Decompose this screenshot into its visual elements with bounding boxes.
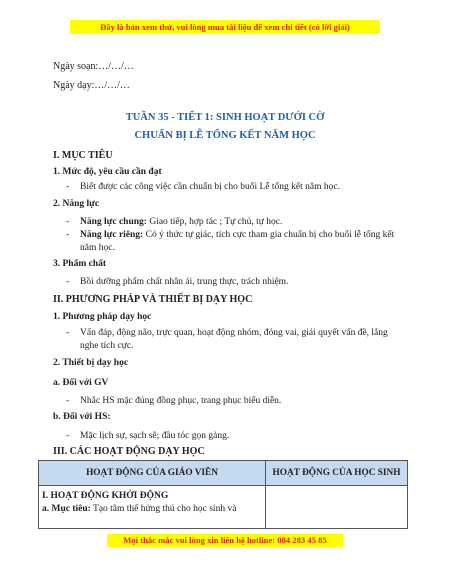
student-prep-heading: b. Đối với HS: bbox=[53, 412, 111, 422]
lesson-title-line1: TUẦN 35 - TIẾT 1: SINH HOẠT DƯỚI CỜ bbox=[125, 112, 325, 123]
aim-text: Tạo tâm thế hứng thú cho học sinh và bbox=[90, 504, 237, 514]
teacher-activity-cell bbox=[39, 486, 266, 529]
startup-activity-heading: I. HOẠT ĐỘNG KHỞI ĐỘNG bbox=[42, 491, 169, 501]
competence-general-text: Giao tiếp, hợp tác ; Tự chủ, tự học. bbox=[146, 217, 283, 227]
requirements-heading: 1. Mức độ, yêu cầu cần đạt bbox=[53, 167, 162, 177]
student-prep-item-text: Mặc lịch sự, sạch sẽ; đầu tóc gọn gàng. bbox=[80, 431, 230, 441]
methods-item-text: Vấn đáp, động não, trực quan, hoạt động nhóm, đóng vai, giải quyết vấn đề, lắng nghe tích cực. bbox=[80, 328, 388, 351]
requirements-item: - Biết được các công việc cần chuẩn bị cho buổi Lễ tổng kết năm học. bbox=[66, 181, 400, 194]
aim-line bbox=[42, 503, 262, 516]
competence-item-specific: - Năng lực riêng: Có ý thức tự giác, tích cực tham gia chuẩn bị cho buổi lễ tổng kết năm học. bbox=[66, 230, 395, 253]
competence-specific-text: Có ý thức tự giác, tích cực tham gia chuẩn bị cho buổi lễ tổng kết năm học. bbox=[80, 230, 395, 253]
student-column-header: HOẠT ĐỘNG CỦA HỌC SINH bbox=[266, 461, 408, 486]
competence-general-label: Năng lực chung: bbox=[80, 217, 147, 227]
teacher-column-header: HOẠT ĐỘNG CỦA GIÁO VIÊN bbox=[39, 461, 266, 486]
preview-banner: Đây là bản xem thử, vui lòng mua tài liệu để xem chi tiết (có lời giải) bbox=[70, 20, 380, 34]
table-row bbox=[39, 486, 408, 529]
activities-table bbox=[38, 460, 408, 529]
student-activity-cell bbox=[266, 486, 408, 529]
section-objectives-heading: I. MỤC TIÊU bbox=[53, 150, 113, 161]
teacher-prep-item: - Nhắc HS mặc đúng đồng phục, trang phục biểu diễn. bbox=[66, 395, 400, 408]
qualities-heading: 3. Phẩm chất bbox=[53, 259, 107, 269]
equipment-heading: 2. Thiết bị dạy học bbox=[53, 358, 129, 368]
teacher-prep-heading: a. Đối với GV bbox=[53, 378, 109, 388]
competence-specific-label: Năng lực riêng: bbox=[80, 230, 144, 240]
qualities-item-text: Bồi dưỡng phẩm chất nhân ái, trung thực, trách nhiệm. bbox=[80, 277, 289, 287]
aim-label: a. Mục tiêu: bbox=[42, 504, 91, 514]
student-prep-item: - Mặc lịch sự, sạch sẽ; đầu tóc gọn gàng. bbox=[66, 430, 400, 443]
methods-item: - Vấn đáp, động não, trực quan, hoạt động nhóm, đóng vai, giải quyết vấn đề, lắng nghe tích cực. bbox=[66, 327, 400, 352]
teacher-prep-item-text: Nhắc HS mặc đúng đồng phục, trang phục biểu diễn. bbox=[80, 396, 282, 406]
lesson-title-line2: CHUẨN BỊ LỄ TỔNG KẾT NĂM HỌC bbox=[134, 130, 316, 141]
taught-date: Ngày dạy:…/…/… bbox=[53, 80, 130, 91]
requirements-item-text: Biết được các công việc cần chuẩn bị cho buổi Lễ tổng kết năm học. bbox=[80, 182, 340, 192]
section-activities-heading: III. CÁC HOẠT ĐỘNG DẠY HỌC bbox=[53, 446, 205, 457]
table-header-row bbox=[39, 461, 408, 486]
competence-item-general: - Năng lực chung: Giao tiếp, hợp tác ; Tự chủ, tự học. bbox=[66, 217, 283, 227]
qualities-item: - Bồi dưỡng phẩm chất nhân ái, trung thực, trách nhiệm. bbox=[66, 276, 400, 289]
section-methods-heading: II. PHƯƠNG PHÁP VÀ THIẾT BỊ DẠY HỌC bbox=[53, 294, 253, 305]
hotline-footer: Mọi thắc mắc vui lòng xin liên hệ hotline: 084 283 45 85 bbox=[107, 534, 343, 547]
competence-heading: 2. Năng lực bbox=[53, 199, 100, 209]
prepared-date: Ngày soạn:…/…/… bbox=[53, 61, 134, 72]
methods-heading: 1. Phương pháp dạy học bbox=[53, 312, 152, 322]
